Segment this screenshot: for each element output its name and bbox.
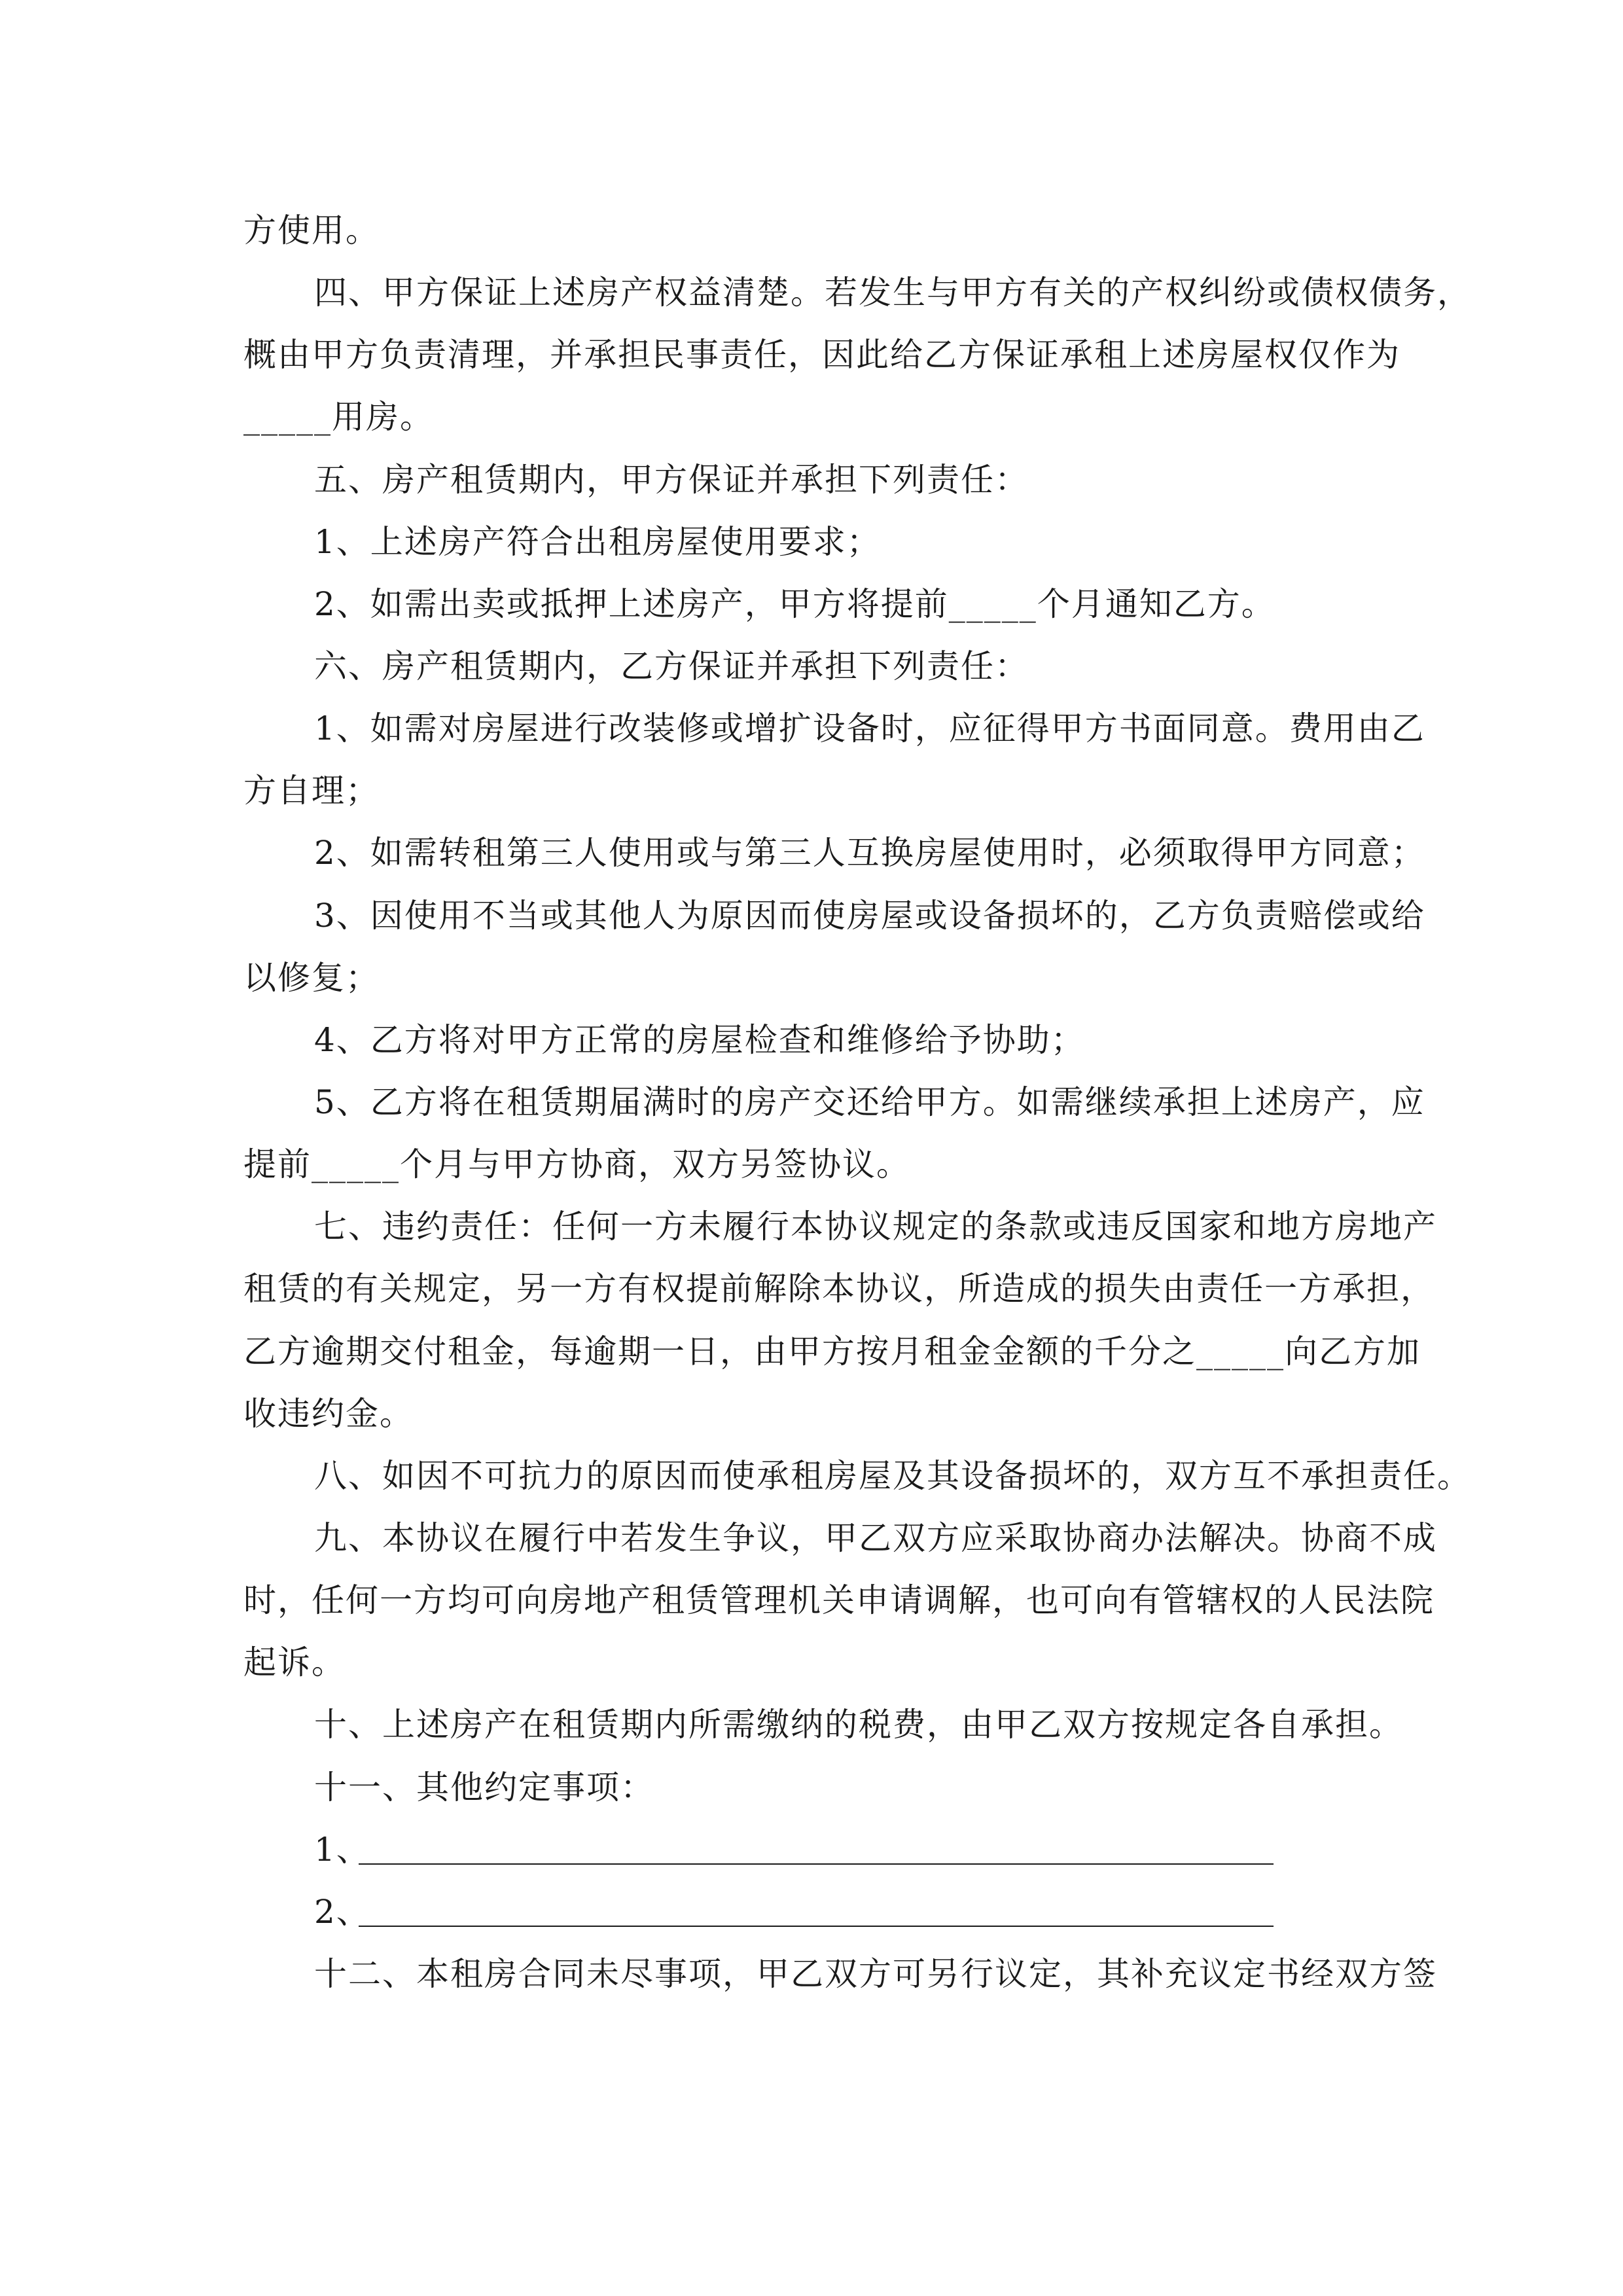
paragraph-line: 十二、本租房合同未尽事项，甲乙双方可另行议定，其补充议定书经双方签 (314, 1955, 1437, 1993)
paragraph-line: 收违约金。 (243, 1395, 414, 1433)
paragraph-line: 十、上述房产在租赁期内所需缴纳的税费，由甲乙双方按规定各自承担。 (314, 1706, 1403, 1744)
paragraph-line: 以修复； (243, 959, 380, 997)
paragraph-line: 八、如因不可抗力的原因而使承租房屋及其设备损坏的，双方互不承担责任。 (314, 1457, 1471, 1495)
paragraph-line: 2、 (314, 1893, 370, 1931)
paragraph-line: 四、甲方保证上述房产权益清楚。若发生与甲方有关的产权纠纷或债权债务， (314, 274, 1471, 312)
paragraph-line: 2、如需转租第三人使用或与第三人互换房屋使用时，必须取得甲方同意； (314, 834, 1425, 872)
paragraph-line: 六、房产租赁期内，乙方保证并承担下列责任： (314, 647, 1029, 685)
paragraph-line: 4、乙方将对甲方正常的房屋检查和维修给予协助； (314, 1021, 1085, 1059)
paragraph-line: 租赁的有关规定，另一方有权提前解除本协议，所造成的损失由责任一方承担， (243, 1270, 1435, 1308)
paragraph-line: 方使用。 (243, 211, 380, 249)
blank-line (359, 1926, 1274, 1927)
paragraph-line: 起诉。 (243, 1643, 346, 1681)
paragraph-line: 五、房产租赁期内，甲方保证并承担下列责任： (314, 461, 1029, 499)
paragraph-line: 2、如需出卖或抵押上述房产，甲方将提前_____个月通知乙方。 (314, 585, 1275, 623)
paragraph-line: 时，任何一方均可向房地产租赁管理机关申请调解，也可向有管辖权的人民法院 (243, 1581, 1435, 1619)
blank-line (359, 1863, 1274, 1865)
paragraph-line: 方自理； (243, 772, 380, 810)
paragraph-line: 概由甲方负责清理，并承担民事责任，因此给乙方保证承租上述房屋权仅作为 (243, 336, 1400, 374)
paragraph-line: 1、如需对房屋进行改装修或增扩设备时，应征得甲方书面同意。费用由乙 (314, 709, 1425, 747)
paragraph-line: 1、上述房产符合出租房屋使用要求； (314, 523, 881, 561)
paragraph-line: 乙方逾期交付租金，每逾期一日，由甲方按月租金金额的千分之_____向乙方加 (243, 1333, 1421, 1371)
paragraph-line: 5、乙方将在租赁期届满时的房产交还给甲方。如需继续承担上述房产，应 (314, 1083, 1425, 1121)
paragraph-line: 1、 (314, 1831, 370, 1869)
paragraph-line: _____用房。 (243, 398, 434, 436)
paragraph-line: 提前_____个月与甲方协商，双方另签协议。 (243, 1145, 910, 1183)
paragraph-line: 十一、其他约定事项： (314, 1768, 654, 1806)
paragraph-line: 3、因使用不当或其他人为原因而使房屋或设备损坏的，乙方负责赔偿或给 (314, 897, 1425, 935)
paragraph-line: 九、本协议在履行中若发生争议，甲乙双方应采取协商办法解决。协商不成 (314, 1519, 1437, 1557)
paragraph-line: 七、违约责任：任何一方未履行本协议规定的条款或违反国家和地方房地产 (314, 1208, 1437, 1246)
